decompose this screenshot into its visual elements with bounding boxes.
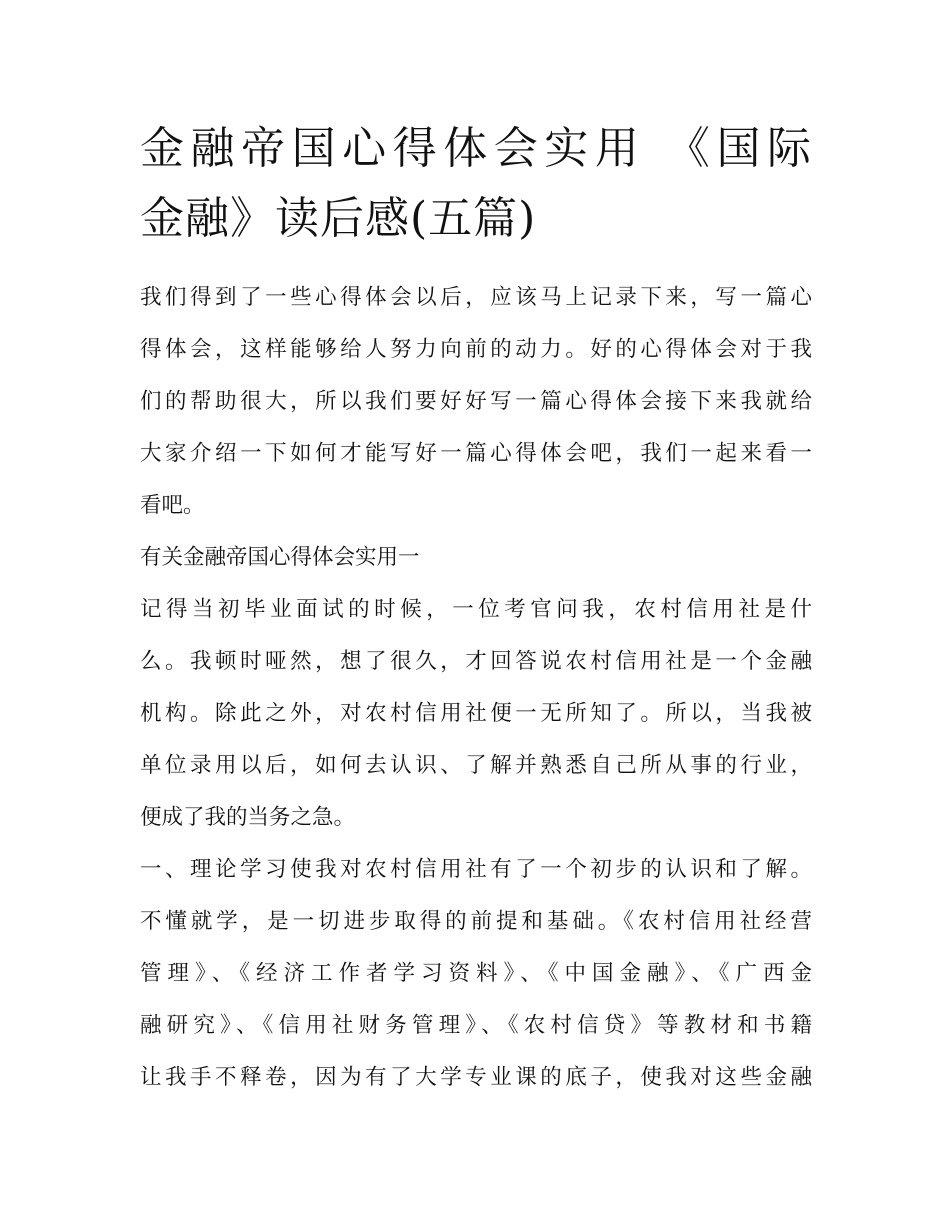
document-title (140, 114, 812, 254)
text-line: 一、理论学习使我对农村信用社有了一个初步的认识和了解。 (140, 857, 812, 882)
text-line: 让我手不释卷，因为有了大学专业课的底子，使我对这些金融 (140, 1065, 812, 1090)
section-heading (140, 532, 812, 584)
text-line: 单位录用以后，如何去认识、了解并熟悉自己所从事的行业， (140, 753, 812, 778)
text-line: 大家介绍一下如何才能写好一篇心得体会吧，我们一起来看一 (140, 441, 812, 466)
text-line: 不懂就学，是一切进步取得的前提和基础。《农村信用社经营 (140, 909, 812, 934)
text-line: 么。我顿时哑然，想了很久，才回答说农村信用社是一个金融 (140, 649, 812, 674)
text-line: 得体会，这样能够给人努力向前的动力。好的心得体会对于我 (140, 337, 812, 362)
text-line: 机构。除此之外，对农村信用社便一无所知了。所以，当我被 (140, 701, 812, 726)
text-line: 记得当初毕业面试的时候，一位考官问我，农村信用社是什 (140, 597, 812, 622)
text-line: 看吧。 (140, 493, 205, 518)
text-line: 们的帮助很大，所以我们要好好写一篇心得体会接下来我就给 (140, 389, 812, 414)
text-line: 融研究》、《信用社财务管理》、《农村信贷》等教材和书籍 (140, 1013, 812, 1038)
text-line: 便成了我的当务之急。 (140, 805, 356, 830)
body-paragraph-1 (140, 584, 812, 844)
section-heading-text: 有关金融帝国心得体会实用一 (140, 545, 420, 570)
intro-paragraph (140, 272, 812, 532)
document-body (140, 114, 812, 1104)
text-line: 我们得到了一些心得体会以后，应该马上记录下来，写一篇心 (140, 285, 812, 310)
title-line: 金融帝国心得体会实用 《国际 (140, 123, 812, 174)
text-line: 管理》、《经济工作者学习资料》、《中国金融》、《广西金 (140, 961, 812, 986)
body-paragraph-2 (140, 844, 812, 1104)
title-line: 金融》读后感(五篇) (140, 193, 537, 244)
